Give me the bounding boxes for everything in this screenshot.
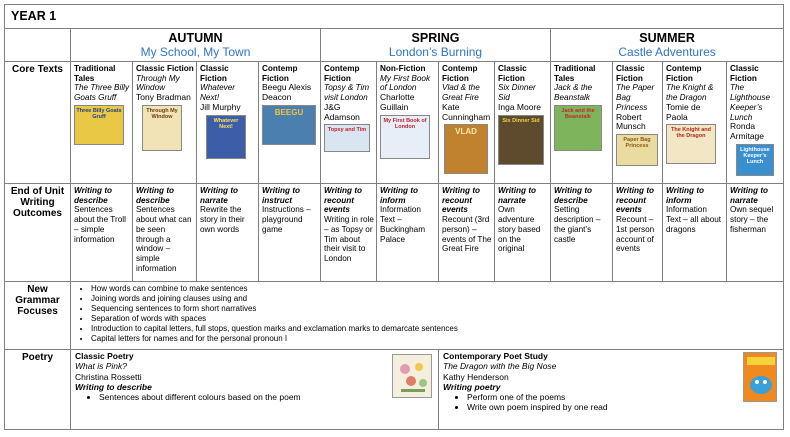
book-author: Charlotte Guillain: [380, 92, 415, 112]
poetry-writing-type: Writing poetry: [443, 381, 501, 392]
outcome-text: Writing in role – as Topsy or Tim about their visit to London: [324, 215, 374, 263]
outcome-heading: Writing to describe: [74, 186, 113, 205]
genre: Non-Fiction: [380, 64, 426, 73]
genre: Classic Fiction: [498, 64, 527, 83]
book-author: Tomie de Paola: [666, 101, 701, 122]
book-title: The Lighthouse Keeper’s Lunch: [730, 83, 771, 122]
book-author: Inga Moore: [498, 101, 541, 112]
poetry-task: • Sentences about different colours based on the poem: [99, 392, 435, 402]
row-label-grammar: New Grammar Focuses: [5, 282, 71, 350]
core-text-cell: [197, 62, 259, 184]
cover-text: Lighthouse Keeper’s Lunch: [740, 146, 770, 165]
core-text-cell: [377, 62, 439, 184]
outcome-heading: Writing to narrate: [730, 186, 769, 205]
dragon-illustration: [744, 353, 777, 402]
outcome-cell: [259, 184, 321, 282]
outcome-heading: Writing to recount events: [616, 186, 655, 215]
core-text-cell: [551, 62, 613, 184]
term-theme: Castle Adventures: [618, 45, 716, 59]
grammar-item: • How words can combine to make sentences: [91, 284, 783, 294]
core-text-cell: [727, 62, 784, 184]
core-text-cell: [321, 62, 377, 184]
cover-text: VLAD: [455, 127, 477, 137]
row-label-poetry: Poetry: [5, 350, 71, 430]
book-title: Topsy & Tim visit London: [324, 83, 370, 103]
cover-text: Jack and the Beanstalk: [561, 107, 595, 120]
term-theme: My School, My Town: [140, 45, 251, 59]
poetry-heading: Contemporary Poet Study: [443, 351, 548, 361]
book-author: Kate Cunningham: [442, 101, 491, 122]
grammar-item: • Capital letters for names and for the personal pronoun I: [91, 334, 783, 344]
poem-title: What is Pink?: [75, 361, 127, 372]
poem-title: The Dragon with the Big Nose: [443, 361, 557, 372]
book-author: J&G Adamson: [324, 101, 360, 122]
genre: Classic Fiction: [730, 64, 759, 83]
grammar-focus-list: [71, 282, 784, 350]
book-title: Six Dinner Sid: [498, 83, 536, 103]
outcome-text: Rewrite the story in their own words: [200, 205, 245, 234]
book-cover-image: [74, 105, 124, 145]
poetry-classic: [71, 350, 439, 430]
book-author: Beegu Alexis Deacon: [262, 82, 312, 103]
book-author: Robert Munsch: [616, 111, 646, 132]
outcome-cell: [197, 184, 259, 282]
outcome-cell: [133, 184, 197, 282]
outcome-text: Sentences about the Troll – simple information: [74, 205, 126, 244]
year-title: YEAR 1: [5, 5, 784, 29]
outcome-heading: Writing to instruct: [262, 186, 301, 205]
core-text-cell: [133, 62, 197, 184]
outcome-cell: [727, 184, 784, 282]
cover-text: Whatever Next!: [213, 117, 239, 130]
outcome-heading: Writing to describe: [136, 186, 175, 205]
genre: Contemp Fiction: [262, 64, 298, 83]
genre: Classic Fiction: [200, 64, 229, 83]
book-author: Jill Murphy: [200, 101, 241, 112]
outcome-heading: Writing to recount events: [324, 186, 363, 215]
outcome-cell: [495, 184, 551, 282]
core-text-cell: [613, 62, 663, 184]
cover-text: Six Dinner Sid: [502, 117, 540, 124]
poetry-task: • Write own poem inspired by one read: [467, 402, 780, 412]
term-spring: [321, 29, 551, 62]
book-title: The Knight & the Dragon: [666, 83, 714, 103]
outcome-text: Recount – 1st person account of events: [616, 215, 655, 254]
genre: Classic Fiction: [136, 64, 194, 73]
outcome-heading: Writing to inform: [666, 186, 705, 205]
book-cover-image: [666, 124, 716, 164]
book-author: Tony Bradman: [136, 92, 191, 103]
genre: Contemp Fiction: [666, 64, 702, 83]
book-title: Vlad & the Great Fire: [442, 83, 480, 103]
book-title: My First Book of London: [380, 73, 431, 93]
book-cover-image: [743, 352, 777, 402]
row-label-core-texts: Core Texts: [5, 62, 71, 184]
book-cover-image: [142, 105, 182, 151]
poetry-heading: Classic Poetry: [75, 351, 134, 361]
term-name: SPRING: [411, 31, 460, 45]
curriculum-grid: [4, 4, 784, 430]
book-cover-image: [392, 354, 432, 398]
outcome-text: Sentences about what can be seen through a window – simple information: [136, 205, 192, 273]
cover-text: The Knight and the Dragon: [670, 127, 712, 140]
outcome-heading: Writing to describe: [554, 186, 593, 205]
genre: Contemp Fiction: [324, 64, 360, 83]
term-name: SUMMER: [639, 31, 695, 45]
outcome-cell: [71, 184, 133, 282]
book-cover-image: [616, 134, 658, 166]
core-text-cell: [439, 62, 495, 184]
grammar-item: • Introduction to capital letters, full stops, question marks and exclamation marks to demarcate sentences: [91, 324, 783, 334]
book-cover-image: [498, 115, 544, 165]
outcome-cell: [321, 184, 377, 282]
outcome-cell: [551, 184, 613, 282]
term-name: AUTUMN: [168, 31, 223, 45]
core-text-cell: [71, 62, 133, 184]
poetry-writing-type: Writing to describe: [75, 381, 152, 392]
poetry-contemporary: [439, 350, 784, 430]
outcome-text: Information Text – all about dragons: [666, 205, 722, 234]
genre: Contemp Fiction: [442, 64, 478, 83]
genre: Traditional Tales: [554, 64, 596, 83]
row-label-outcomes: End of Unit Writing Outcomes: [5, 184, 71, 282]
outcome-text: Own sequel story – the fisherman: [730, 205, 774, 234]
cover-text: BEEGU: [274, 107, 304, 117]
outcome-text: Instructions – playground game: [262, 205, 311, 234]
poetry-task: • Perform one of the poems: [467, 392, 780, 402]
poet-name: Christina Rossetti: [75, 371, 142, 382]
outcome-text: Own adventure story based on the original: [498, 205, 541, 254]
book-cover-image: [324, 124, 370, 152]
core-text-cell: [663, 62, 727, 184]
outcome-text: Information Text – Buckingham Palace: [380, 205, 426, 244]
cover-text: My First Book of London: [383, 117, 427, 130]
book-title: Jack & the Beanstalk: [554, 83, 593, 103]
book-cover-image: [736, 144, 774, 176]
flower-illustration: [393, 355, 432, 398]
grammar-item: • Joining words and joining clauses using and: [91, 294, 783, 304]
term-summer: [551, 29, 784, 62]
cover-text: Through My Window: [146, 107, 178, 120]
book-title: The Paper Bag Princess: [616, 83, 655, 112]
outcome-text: Recount (3rd person) – events of The Great Fire: [442, 215, 492, 254]
book-title: Through My Window: [136, 73, 180, 93]
outcome-heading: Writing to inform: [380, 186, 419, 205]
core-text-cell: [495, 62, 551, 184]
grammar-item: • Sequencing sentences to form short narratives: [91, 304, 783, 314]
book-cover-image: [554, 105, 602, 151]
poet-name: Kathy Henderson: [443, 371, 509, 382]
book-cover-image: [206, 115, 246, 159]
book-title: Whatever Next!: [200, 83, 236, 103]
book-title: The Three Billy Goats Gruff: [74, 83, 130, 103]
cover-text: Topsy and Tim: [327, 127, 367, 134]
outcome-heading: Writing to recount events: [442, 186, 481, 215]
book-cover-image: [444, 124, 488, 174]
outcome-cell: [377, 184, 439, 282]
book-cover-image: [380, 115, 430, 159]
cover-text: Paper Bag Princess: [623, 136, 651, 149]
outcome-heading: Writing to narrate: [498, 186, 537, 205]
outcome-cell: [663, 184, 727, 282]
book-cover-image: [262, 105, 316, 145]
genre: Classic Fiction: [616, 64, 645, 83]
outcome-cell: [613, 184, 663, 282]
genre: Traditional Tales: [74, 64, 116, 83]
outcome-cell: [439, 184, 495, 282]
outcome-text: Setting description – the giant’s castle: [554, 205, 601, 244]
grammar-item: • Separation of words with spaces: [91, 314, 783, 324]
core-text-cell: [259, 62, 321, 184]
term-theme: London’s Burning: [388, 45, 483, 59]
term-autumn: [71, 29, 321, 62]
outcome-heading: Writing to narrate: [200, 186, 239, 205]
book-author: Ronda Armitage: [730, 121, 765, 141]
cover-text: Three Billy Goats Gruff: [76, 107, 122, 120]
